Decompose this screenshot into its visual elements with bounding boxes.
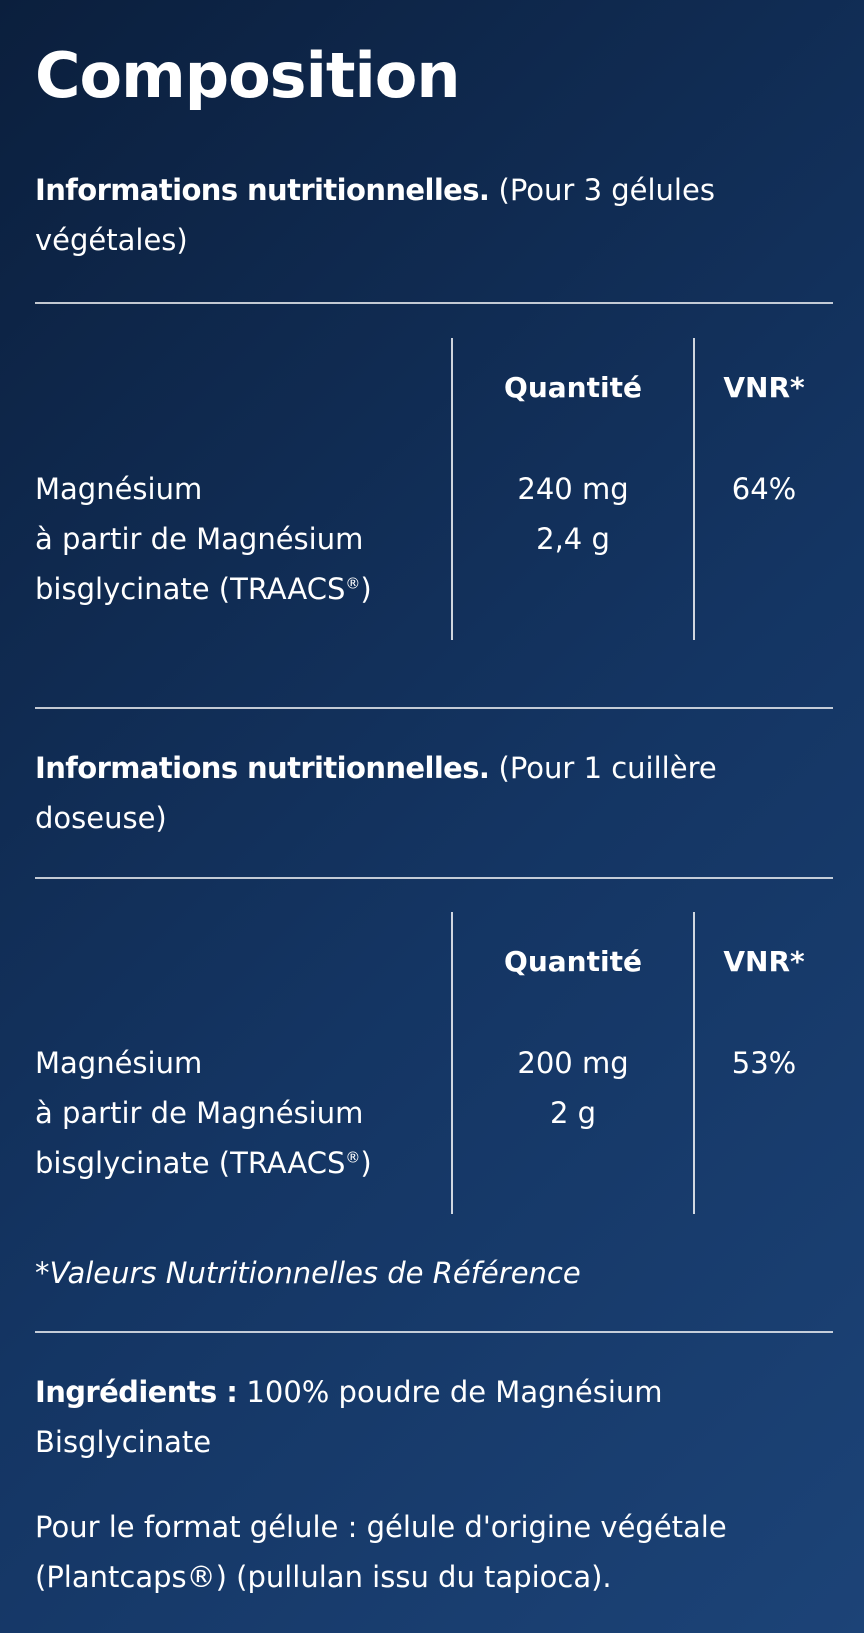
section-heading-scoop bbox=[35, 743, 815, 843]
quantity-cell bbox=[453, 1038, 693, 1138]
registered-mark: ® bbox=[345, 574, 361, 593]
registered-mark: ® bbox=[345, 1148, 361, 1167]
nutrient-name bbox=[35, 1038, 435, 1188]
divider bbox=[35, 707, 833, 709]
nutrient-line: Magnésium bbox=[35, 1046, 203, 1080]
nutrient-line: bisglycinate (TRAACS®) bbox=[35, 572, 372, 606]
divider bbox=[35, 302, 833, 304]
nutrient-line: bisglycinate (TRAACS®) bbox=[35, 1146, 372, 1180]
capsule-format-text: Pour le format gélule : gélule d'origine végétale (Plantcaps®) (pullulan issu du tapioca). bbox=[35, 1510, 727, 1594]
nutrient-line: à partir de Magnésium bbox=[35, 1096, 364, 1130]
divider bbox=[35, 877, 833, 879]
nutrition-table-capsules bbox=[35, 338, 833, 640]
quantity-value: 200 mg bbox=[517, 1046, 629, 1080]
nutrient-line: Magnésium bbox=[35, 472, 203, 506]
divider bbox=[35, 1331, 833, 1333]
section-heading-bold: Informations nutritionnelles. bbox=[35, 173, 490, 207]
section-heading-capsules bbox=[35, 165, 815, 265]
nutrient-name bbox=[35, 464, 435, 614]
nutrition-table-scoop bbox=[35, 912, 833, 1214]
column-header-vnr: VNR* bbox=[723, 945, 805, 978]
quantity-cell bbox=[453, 464, 693, 564]
ingredients-value: 100% poudre de Magnésium Bisglycinate bbox=[35, 1375, 663, 1459]
ingredients-text bbox=[35, 1367, 825, 1467]
quantity-value: 240 mg bbox=[517, 472, 629, 506]
vnr-cell: 64% bbox=[731, 472, 797, 506]
nutrient-line: à partir de Magnésium bbox=[35, 522, 364, 556]
quantity-value: 2,4 g bbox=[536, 522, 610, 556]
section-heading-bold: Informations nutritionnelles. bbox=[35, 751, 490, 785]
column-header-vnr: VNR* bbox=[723, 371, 805, 404]
column-header-quantity: Quantité bbox=[504, 371, 642, 404]
vnr-footnote: *Valeurs Nutritionnelles de Référence bbox=[35, 1256, 581, 1290]
column-header-quantity: Quantité bbox=[504, 945, 642, 978]
page-title: Composition bbox=[35, 39, 460, 112]
quantity-value: 2 g bbox=[549, 1096, 597, 1130]
vnr-cell: 53% bbox=[731, 1046, 797, 1080]
section-heading-serving: (Pour 3 gélules végétales) bbox=[35, 173, 715, 257]
section-heading-serving: (Pour 1 cuillère doseuse) bbox=[35, 751, 717, 835]
ingredients-label: Ingrédients : bbox=[35, 1375, 238, 1409]
